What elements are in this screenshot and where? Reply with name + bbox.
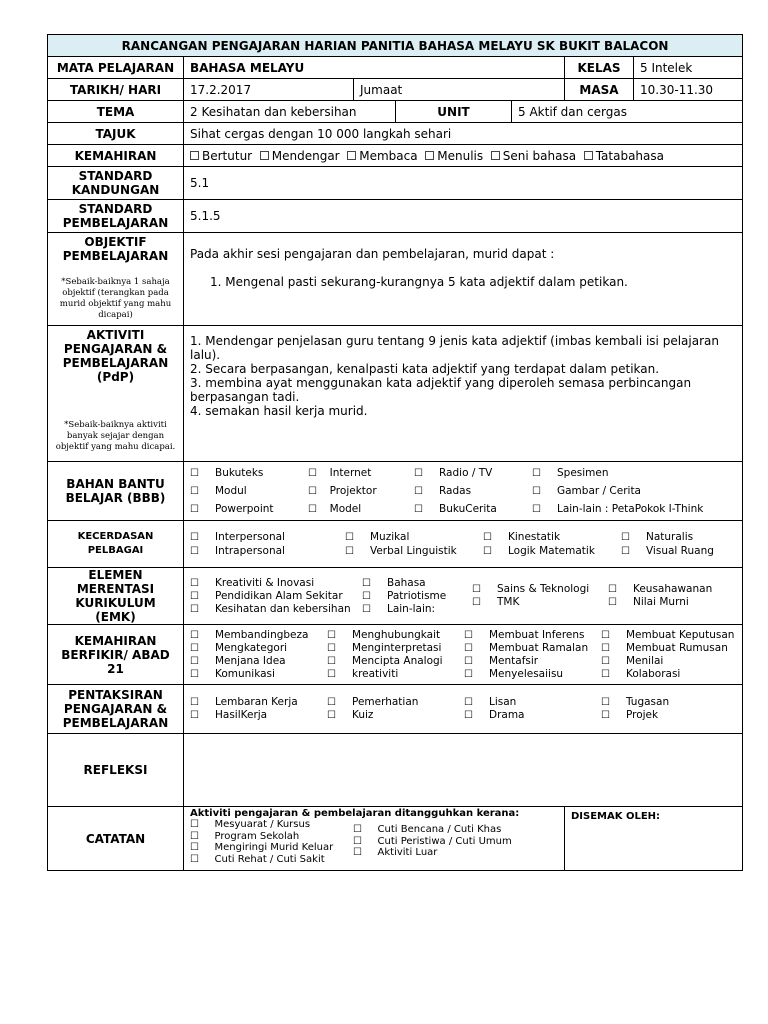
- checkbox-icon: ☐: [483, 545, 492, 557]
- pentaksiran-option[interactable]: ☐ Kuiz: [327, 709, 374, 721]
- checkbox-icon: ☐: [190, 590, 199, 602]
- catatan-option[interactable]: ☐ Aktiviti Luar: [353, 847, 438, 858]
- checkbox-icon: ☐: [601, 642, 610, 654]
- kemahiran-option[interactable]: Membaca: [347, 149, 417, 163]
- masa-label: MASA: [565, 79, 634, 101]
- bbb-option[interactable]: ☐ BukuCerita: [414, 502, 497, 515]
- kbat-option[interactable]: ☐ Membuat Inferens: [464, 628, 585, 641]
- bbb-option[interactable]: ☐ Spesimen: [532, 466, 609, 479]
- checkbox-icon: ☐: [362, 590, 371, 602]
- kelas-value: 5 Intelek: [634, 57, 743, 79]
- checkbox-icon: ☐: [327, 697, 336, 708]
- objektif-intro: Pada akhir sesi pengajaran dan pembelajaran, murid dapat :: [190, 247, 555, 261]
- checkbox-icon: ☐: [608, 596, 617, 608]
- checkbox-icon: ☐: [601, 668, 610, 680]
- catatan-heading: Aktiviti pengajaran & pembelajaran ditangguhkan kerana:: [190, 808, 520, 819]
- checkbox-icon: ☐: [190, 668, 199, 680]
- kecerdasan-option[interactable]: ☐ Muzikal: [345, 530, 410, 543]
- bbb-option[interactable]: ☐ Radas: [414, 484, 472, 497]
- checkbox-icon: ☐: [190, 629, 199, 641]
- mata-pelajaran-value: BAHASA MELAYU: [184, 57, 565, 79]
- emk-option[interactable]: ☐ Keusahawanan: [608, 582, 713, 595]
- kbat-option[interactable]: ☐ Kolaborasi: [601, 667, 681, 680]
- rph-table: [47, 34, 743, 871]
- unit-value: 5 Aktif dan cergas: [512, 101, 743, 123]
- checkbox-icon: ☐: [327, 629, 336, 641]
- kecerdasan-option[interactable]: ☐ Verbal Linguistik: [345, 544, 457, 557]
- kecerdasan-option[interactable]: ☐ Visual Ruang: [621, 544, 714, 557]
- tema-value: 2 Kesihatan dan kebersihan: [184, 101, 396, 123]
- checkbox-icon: ☐: [532, 503, 541, 515]
- pentaksiran-label: PENTAKSIRAN PENGAJARAN & PEMBELAJARAN: [48, 685, 184, 734]
- pentaksiran-option[interactable]: ☐ Pemerhatian: [327, 696, 419, 708]
- kemahiran-option[interactable]: Seni bahasa: [491, 149, 576, 163]
- checkbox-icon: ☐: [190, 485, 199, 497]
- checkbox-icon: ☐: [472, 583, 481, 595]
- checkbox-icon: ☐: [621, 531, 630, 543]
- checkbox-icon: [190, 151, 199, 160]
- bbb-option[interactable]: ☐ Lain-lain : PetaPokok I-Think: [532, 502, 704, 515]
- kbat-option[interactable]: ☐ kreativiti: [327, 667, 399, 680]
- checkbox-icon: ☐: [472, 596, 481, 608]
- tajuk-value: Sihat cergas dengan 10 000 langkah sehari: [184, 123, 743, 145]
- bbb-option[interactable]: ☐ Internet: [308, 466, 372, 479]
- kbat-option[interactable]: ☐ Mengkategori: [190, 641, 288, 654]
- tarikh-day: Jumaat: [354, 79, 565, 101]
- checkbox-icon: ☐: [327, 642, 336, 654]
- refleksi-field[interactable]: [184, 734, 743, 807]
- checkbox-icon: ☐: [464, 655, 473, 667]
- kecerdasan-option[interactable]: ☐ Naturalis: [621, 530, 694, 543]
- checkbox-icon: [260, 151, 269, 160]
- emk-option[interactable]: ☐ TMK: [472, 595, 520, 608]
- checkbox-icon: ☐: [190, 603, 199, 615]
- bbb-option[interactable]: ☐ Bukuteks: [190, 466, 264, 479]
- checkbox-icon: [491, 151, 500, 160]
- bbb-label: BAHAN BANTU BELAJAR (BBB): [48, 462, 184, 521]
- pentaksiran-option[interactable]: ☐ Projek: [601, 709, 659, 721]
- emk-option[interactable]: ☐ Lain-lain:: [362, 602, 436, 615]
- checkbox-icon: ☐: [414, 485, 423, 497]
- standard-pembelajaran-label: STANDARD PEMBELAJARAN: [48, 200, 184, 233]
- disemak-oleh: DISEMAK OLEH:: [565, 807, 743, 871]
- checkbox-icon: ☐: [308, 485, 317, 497]
- catatan-option[interactable]: ☐ Cuti Bencana / Cuti Khas: [353, 824, 502, 835]
- checkbox-icon: ☐: [345, 531, 354, 543]
- emk-option[interactable]: ☐ Kesihatan dan kebersihan: [190, 602, 351, 615]
- checkbox-icon: ☐: [190, 531, 199, 543]
- checkbox-icon: ☐: [190, 467, 199, 479]
- kecerdasan-option[interactable]: ☐ Kinestatik: [483, 530, 561, 543]
- kbat-option[interactable]: ☐ Membuat Keputusan: [601, 628, 735, 641]
- pentaksiran-option[interactable]: ☐ Lembaran Kerja: [190, 696, 298, 708]
- kemahiran-label: KEMAHIRAN: [48, 145, 184, 167]
- emk-option[interactable]: ☐ Nilai Murni: [608, 595, 689, 608]
- catatan-label: CATATAN: [48, 807, 184, 871]
- checkbox-icon: ☐: [353, 847, 362, 858]
- pentaksiran-option[interactable]: ☐ Lisan: [464, 696, 517, 708]
- checkbox-icon: ☐: [414, 467, 423, 479]
- kemahiran-option[interactable]: Bertutur: [190, 149, 252, 163]
- checkbox-icon: ☐: [608, 583, 617, 595]
- refleksi-label: REFLEKSI: [48, 734, 184, 807]
- standard-pembelajaran-value: 5.1.5: [184, 200, 743, 233]
- unit-label: UNIT: [396, 101, 512, 123]
- catatan-option[interactable]: ☐ Program Sekolah: [190, 830, 300, 842]
- kemahiran-option[interactable]: Tatabahasa: [584, 149, 664, 163]
- checkbox-icon: ☐: [308, 503, 317, 515]
- tema-label: TEMA: [48, 101, 184, 123]
- bbb-option[interactable]: ☐ Model: [308, 502, 362, 515]
- checkbox-icon: ☐: [601, 655, 610, 667]
- kbat-option[interactable]: ☐ Membuat Rumusan: [601, 641, 728, 654]
- kemahiran-option[interactable]: Mendengar: [260, 149, 340, 163]
- tarikh-label: TARIKH/ HARI: [48, 79, 184, 101]
- checkbox-icon: ☐: [414, 503, 423, 515]
- emk-option[interactable]: ☐ Kreativiti & Inovasi: [190, 576, 315, 589]
- checkbox-icon: ☐: [464, 710, 473, 721]
- bbb-option[interactable]: ☐ Projektor: [308, 484, 377, 497]
- checkbox-icon: ☐: [464, 642, 473, 654]
- aktiviti-item: 2. Secara berpasangan, kenalpasti kata adjektif yang terdapat dalam petikan.: [190, 362, 660, 376]
- masa-value: 10.30-11.30: [634, 79, 743, 101]
- kbat-option[interactable]: ☐ Menjana Idea: [190, 654, 286, 667]
- emk-option[interactable]: ☐ Bahasa: [362, 576, 426, 589]
- kbat-option[interactable]: ☐ Komunikasi: [190, 667, 275, 680]
- checkbox-icon: ☐: [362, 603, 371, 615]
- aktiviti-label: AKTIVITI PENGAJARAN & PEMBELAJARAN (PdP): [62, 328, 169, 384]
- kecerdasan-option[interactable]: ☐ Intrapersonal: [190, 544, 285, 557]
- pentaksiran-option[interactable]: ☐ Drama: [464, 709, 525, 721]
- kbat-option[interactable]: ☐ Mencipta Analogi: [327, 654, 443, 667]
- kbat-option[interactable]: ☐ Membuat Ramalan: [464, 641, 589, 654]
- checkbox-icon: ☐: [327, 655, 336, 667]
- kbat-option[interactable]: ☐ Menginterpretasi: [327, 641, 442, 654]
- emk-option[interactable]: ☐ Sains & Teknologi: [472, 582, 590, 595]
- standard-kandungan-label: STANDARD KANDUNGAN: [48, 167, 184, 200]
- checkbox-icon: ☐: [190, 819, 199, 830]
- tajuk-label: TAJUK: [48, 123, 184, 145]
- emk-option[interactable]: ☐ Pendidikan Alam Sekitar: [190, 589, 343, 602]
- checkbox-icon: ☐: [190, 577, 199, 589]
- standard-kandungan-value: 5.1: [184, 167, 743, 200]
- checkbox-icon: ☐: [190, 853, 199, 865]
- checkbox-icon: ☐: [327, 710, 336, 721]
- bbb-option[interactable]: ☐ Gambar / Cerita: [532, 484, 641, 497]
- objektif-label: OBJEKTIF PEMBELAJARAN: [62, 235, 169, 263]
- catatan-option[interactable]: ☐ Mesyuarat / Kursus: [190, 819, 311, 830]
- checkbox-icon: ☐: [464, 697, 473, 708]
- kecerdasan-option[interactable]: ☐ Logik Matematik: [483, 544, 595, 557]
- checkbox-icon: ☐: [601, 710, 610, 721]
- bbb-option[interactable]: ☐ Modul: [190, 484, 247, 497]
- bbb-option[interactable]: ☐ Powerpoint: [190, 502, 274, 515]
- tarikh-date: 17.2.2017: [184, 79, 354, 101]
- checkbox-icon: ☐: [190, 710, 199, 721]
- rph-form: [47, 34, 742, 871]
- checkbox-icon: ☐: [483, 531, 492, 543]
- aktiviti-item: 3. membina ayat menggunakan kata adjektif yang diperoleh semasa perbincangan berpasangan tadi.: [190, 376, 692, 404]
- checkbox-icon: ☐: [308, 467, 317, 479]
- checkbox-icon: ☐: [345, 545, 354, 557]
- mata-pelajaran-label: MATA PELAJARAN: [48, 57, 184, 79]
- checkbox-icon: [347, 151, 356, 160]
- checkbox-icon: ☐: [601, 697, 610, 708]
- checkbox-icon: ☐: [190, 503, 199, 515]
- checkbox-icon: ☐: [190, 830, 199, 842]
- bbb-option[interactable]: ☐ Radio / TV: [414, 466, 493, 479]
- kemahiran-option[interactable]: Menulis: [425, 149, 483, 163]
- aktiviti-item: 4. semakan hasil kerja murid.: [190, 404, 368, 418]
- objektif-item: 1. Mengenal pasti sekurang-kurangnya 5 kata adjektif dalam petikan.: [210, 275, 628, 289]
- checkbox-icon: ☐: [190, 655, 199, 667]
- kecerdasan-label: KECERDASAN PELBAGAI: [48, 521, 184, 568]
- checkbox-icon: ☐: [621, 545, 630, 557]
- checkbox-icon: [425, 151, 434, 160]
- checkbox-icon: ☐: [464, 629, 473, 641]
- objektif-note: *Sebaik-baiknya 1 sahaja objektif (terangkan pada murid objektif yang mahu dicapai): [59, 277, 172, 320]
- catatan-option[interactable]: ☐ Mengiringi Murid Keluar: [190, 842, 334, 853]
- checkbox-icon: ☐: [532, 467, 541, 479]
- kbat-option[interactable]: ☐ Mentafsir: [464, 654, 539, 667]
- kbat-option[interactable]: ☐ Menyelesaiisu: [464, 667, 564, 680]
- catatan-option[interactable]: ☐ Cuti Rehat / Cuti Sakit: [190, 853, 325, 865]
- checkbox-icon: ☐: [464, 668, 473, 680]
- checkbox-icon: ☐: [362, 577, 371, 589]
- checkbox-icon: ☐: [353, 835, 362, 847]
- form-title: RANCANGAN PENGAJARAN HARIAN PANITIA BAHASA MELAYU SK BUKIT BALACON: [48, 35, 743, 57]
- checkbox-icon: ☐: [190, 697, 199, 708]
- checkbox-icon: ☐: [190, 642, 199, 654]
- checkbox-icon: ☐: [190, 842, 199, 853]
- checkbox-icon: [584, 151, 593, 160]
- kelas-label: KELAS: [565, 57, 634, 79]
- kbat-option[interactable]: ☐ Membandingbeza: [190, 628, 309, 641]
- checkbox-icon: ☐: [353, 824, 362, 835]
- emk-label: ELEMEN MERENTASI KURIKULUM (EMK): [48, 568, 184, 625]
- pentaksiran-option[interactable]: ☐ HasilKerja: [190, 709, 268, 721]
- kbat-option[interactable]: ☐ Menilai: [601, 654, 664, 667]
- kecerdasan-option[interactable]: ☐ Interpersonal: [190, 530, 285, 543]
- kbat-option[interactable]: ☐ Menghubungkait: [327, 628, 441, 641]
- checkbox-icon: ☐: [601, 629, 610, 641]
- aktiviti-note: *Sebaik-baiknya aktiviti banyak sejajar dengan objektif yang mahu dicapai.: [55, 420, 176, 452]
- emk-option[interactable]: ☐ Patriotisme: [362, 589, 447, 602]
- checkbox-icon: ☐: [327, 668, 336, 680]
- kbat-label: KEMAHIRAN BERFIKIR/ ABAD 21: [48, 625, 184, 685]
- checkbox-icon: ☐: [532, 485, 541, 497]
- pentaksiran-option[interactable]: ☐ Tugasan: [601, 696, 670, 708]
- checkbox-icon: ☐: [190, 545, 199, 557]
- catatan-option[interactable]: ☐ Cuti Peristiwa / Cuti Umum: [353, 835, 512, 847]
- aktiviti-item: 1. Mendengar penjelasan guru tentang 9 jenis kata adjektif (imbas kembali isi pelajaran lalu).: [190, 334, 719, 362]
- kemahiran-options: [184, 145, 743, 167]
